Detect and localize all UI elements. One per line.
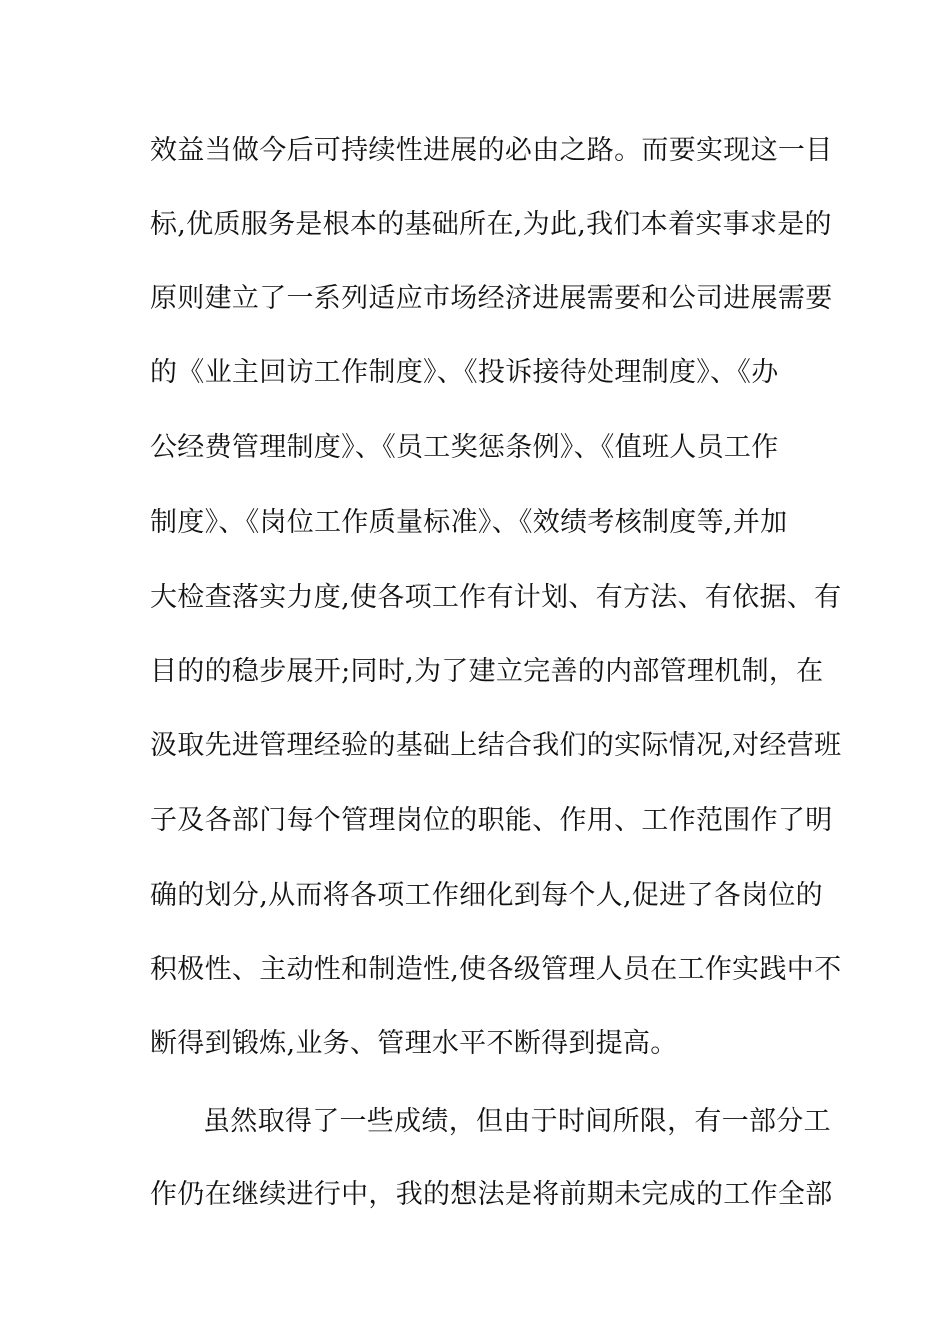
text-line: 大检查落实力度,使各项工作有计划、有方法、有依据、有: [150, 582, 842, 613]
text-line: 原则建立了一系列适应市场经济进展需要和公司进展需要: [150, 283, 833, 314]
text-line: 汲取先进管理经验的基础上结合我们的实际情况,对经营班: [150, 730, 842, 761]
text-line: 的《业主回访工作制度》、《投诉接待处理制度》、《办: [150, 357, 779, 388]
text-line: 子及各部门每个管理岗位的职能、作用、工作范围作了明: [150, 805, 833, 836]
text-line: 制度》、《岗位工作质量标准》、《效绩考核制度等,并加: [150, 507, 788, 538]
text-line: 目的的稳步展开;同时,为了建立完善的内部管理机制，在: [150, 656, 824, 687]
text-line: 断得到锻炼,业务、管理水平不断得到提高。: [150, 1028, 678, 1059]
text-line: 积极性、主动性和制造性,使各级管理人员在工作实践中不: [150, 954, 842, 985]
text-line: 公经费管理制度》、《员工奖惩条例》、《值班人员工作: [150, 432, 779, 463]
paragraph-first-line: 虽然取得了一些成绩，但由于时间所限，有一部分工: [203, 1106, 831, 1137]
text-line: 作仍在继续进行中，我的想法是将前期未完成的工作全部: [150, 1179, 833, 1210]
text-line: 标,优质服务是根本的基础所在,为此,我们本着实事求是的: [150, 209, 832, 240]
text-line: 效益当做今后可持续性进展的必由之路。而要实现这一目: [150, 135, 833, 166]
text-line: 确的划分,从而将各项工作细化到每个人,促进了各岗位的: [150, 880, 823, 911]
